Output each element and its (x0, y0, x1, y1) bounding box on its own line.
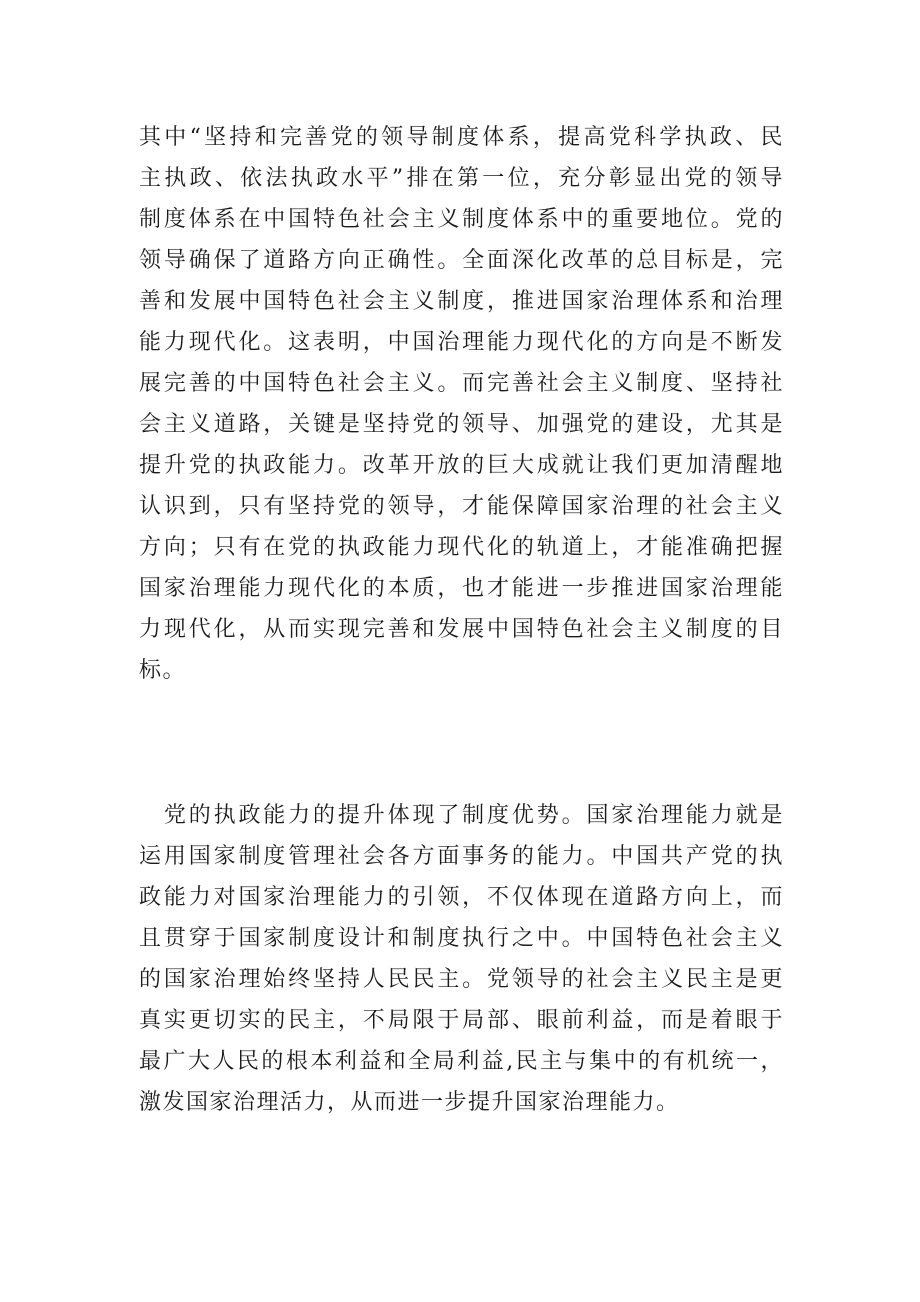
paragraph-line: 且贯穿于国家制度设计和制度执行之中。中国特色社会主义 (139, 926, 784, 951)
paragraph-line: 制度体系在中国特色社会主义制度体系中的重要地位。党的 (139, 207, 784, 232)
paragraph-line: 标。 (139, 658, 187, 683)
paragraph-line: 力现代化，从而实现完善和发展中国特色社会主义制度的目 (139, 617, 784, 642)
paragraph-line: 真实更切实的民主，不局限于局部、眼前利益，而是着眼于 (139, 1008, 784, 1033)
paragraph-line: 政能力对国家治理能力的引领，不仅体现在道路方向上，而 (139, 885, 784, 910)
paragraph-line: 主执政、依法执政水平”排在第一位，充分彰显出党的领导 (139, 166, 784, 191)
paragraph-1 (139, 117, 784, 691)
paragraph-line: 激发国家治理活力，从而进一步提升国家治理能力。 (139, 1090, 680, 1115)
paragraph-line: 党的执政能力的提升体现了制度优势。国家治理能力就是 (139, 803, 784, 828)
paragraph-line: 会主义道路，关键是坚持党的领导、加强党的建设，尤其是 (139, 412, 784, 437)
paragraph-line: 展完善的中国特色社会主义。而完善社会主义制度、坚持社 (139, 371, 784, 396)
paragraph-line: 提升党的执政能力。改革开放的巨大成就让我们更加清醒地 (139, 453, 784, 478)
paragraph-line: 运用国家制度管理社会各方面事务的能力。中国共产党的执 (139, 844, 784, 869)
paragraph-line: 能力现代化。这表明，中国治理能力现代化的方向是不断发 (139, 330, 784, 355)
paragraph-line: 的国家治理始终坚持人民民主。党领导的社会主义民主是更 (139, 967, 784, 992)
paragraph-line: 其中“坚持和完善党的领导制度体系，提高党科学执政、民 (139, 125, 784, 150)
paragraph-line: 认识到，只有坚持党的领导，才能保障国家治理的社会主义 (139, 494, 784, 519)
paragraph-line: 最广大人民的根本利益和全局利益,民主与集中的有机统一， (139, 1049, 784, 1074)
paragraph-line: 善和发展中国特色社会主义制度，推进国家治理体系和治理 (139, 289, 784, 314)
paragraph-line: 方向；只有在党的执政能力现代化的轨道上，才能准确把握 (139, 535, 784, 560)
paragraph-line: 领导确保了道路方向正确性。全面深化改革的总目标是，完 (139, 248, 784, 273)
paragraph-2 (139, 795, 784, 1123)
paragraph-line: 国家治理能力现代化的本质，也才能进一步推进国家治理能 (139, 576, 784, 601)
